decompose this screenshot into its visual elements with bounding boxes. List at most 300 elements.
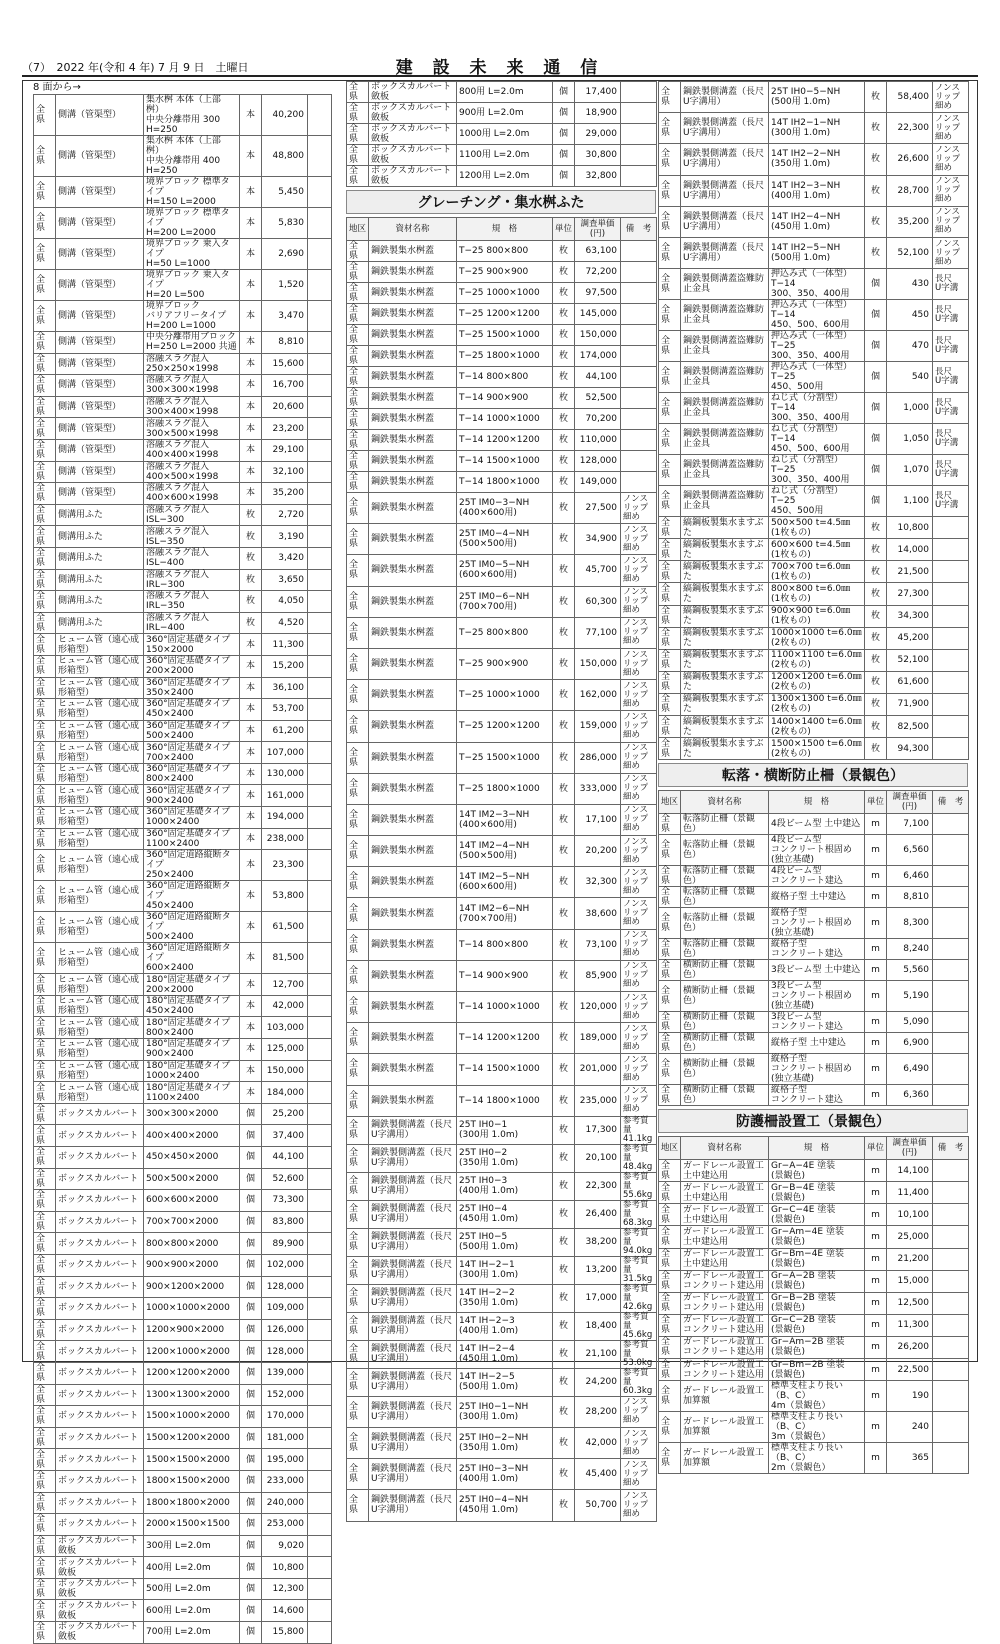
unit-cell: m [865,887,887,908]
unit-cell: 枚 [553,1340,575,1368]
note-cell: 参考質量 53.0kg [621,1340,657,1368]
spec-cell: T−14 800×800 [457,929,553,960]
area-cell: 全県 [34,1147,56,1169]
spec-cell: 360°固定道路縦断タイプ 500×2400 [144,912,240,943]
table-row [34,270,332,301]
name-cell: 鋼鉄製集水桝蓋 [369,346,457,367]
note-cell [621,346,657,367]
spec-cell: 溶融スラグ混入 300×400×1998 [144,396,240,418]
price-cell: 6,360 [887,1085,933,1106]
price-cell: 25,200 [262,1103,308,1125]
spec-cell: T−14 800×800 [457,367,553,388]
unit-cell: 枚 [553,1172,575,1200]
unit-cell: 本 [240,396,262,418]
area-cell: 全県 [659,1054,681,1085]
name-cell: ヒューム管（遠心成形箱型） [56,634,144,656]
spec-cell: 押込み式（一体型）T−14 450、500、600用 [769,300,865,331]
name-cell: 鋼鉄製集水桝蓋 [369,555,457,586]
name-cell: 鋼鉄製側溝蓋（長尺U字溝用） [369,1228,457,1256]
price-cell: 109,000 [262,1298,308,1320]
note-cell [308,1017,332,1039]
spec-cell: T−14 900×900 [457,960,553,991]
table-row [659,1033,969,1054]
unit-cell: 個 [865,393,887,424]
table-row [347,992,657,1023]
unit-cell: 枚 [553,1116,575,1144]
name-cell: ヒューム管（遠心成形箱型） [56,881,144,912]
spec-cell: 500×500 t=4.5㎜ (1枚もの) [769,517,865,539]
name-cell: ガードレール設置工 コンクリート建込用 [681,1336,769,1358]
note-cell: ノンス リップ 細め [933,82,969,113]
spec-cell: Gr−C−2B 塗装 (景観色) [769,1314,865,1336]
unit-cell: 枚 [553,241,575,262]
unit-cell: 本 [240,95,262,136]
price-cell: 45,400 [575,1459,621,1490]
note-cell [933,693,969,715]
price-cell: 10,800 [887,517,933,539]
unit-cell: 枚 [240,526,262,548]
unit-cell: 本 [240,1039,262,1061]
area-cell: 全県 [347,451,369,472]
name-cell: ボックスカルバート [56,1147,144,1169]
table-row [659,1085,969,1106]
unit-cell: m [865,1085,887,1106]
note-cell [308,332,332,354]
note-cell [933,1443,969,1474]
price-cell: 27,300 [887,583,933,605]
area-cell: 全県 [347,145,369,166]
name-cell: ボックスカルバート [56,1125,144,1147]
unit-cell: 本 [240,828,262,850]
column-header-spec: 規 格 [769,1137,865,1160]
column-header-spec: 規 格 [457,218,553,241]
spec-cell: 縦格子型 土中建込 [769,1033,865,1054]
spec-cell: 25T IH0−2−NH (350用 1.0m) [457,1427,553,1458]
name-cell: ヒューム管（遠心成形箱型） [56,655,144,677]
table-row [34,1319,332,1341]
table-row [347,145,657,166]
spec-cell: 1300×1300×2000 [144,1384,240,1406]
note-cell: 参考質量 55.6kg [621,1172,657,1200]
name-cell: ガードレール設置工 土中建込用 [681,1204,769,1226]
name-cell: 鋼鉄製集水桝蓋 [369,960,457,991]
note-cell [308,699,332,721]
area-cell: 全県 [347,1396,369,1427]
spec-cell: 溶融スラグ混入 250×250×1998 [144,353,240,375]
unit-cell: 個 [240,1125,262,1147]
table-row [347,742,657,773]
note-cell: ノンス リップ 細め [621,648,657,679]
area-cell: 全県 [347,898,369,929]
spec-cell: Gr−C−4E 塗装 (景観色) [769,1204,865,1226]
note-cell [933,539,969,561]
price-cell: 102,000 [262,1254,308,1276]
spec-cell: T−14 1500×1000 [457,1054,553,1085]
note-cell: ノンス リップ 細め [621,1085,657,1116]
table-row [659,1054,969,1085]
price-cell: 17,300 [575,1116,621,1144]
spec-cell: 14T IH−2−2 (350用 1.0m) [457,1284,553,1312]
name-cell: 鋼鉄製集水桝蓋 [369,262,457,283]
table-row [34,375,332,397]
spec-cell: 14T IH−2−1 (300用 1.0m) [457,1256,553,1284]
area-cell: 全県 [659,866,681,887]
unit-cell: 個 [240,1557,262,1579]
unit-cell: 本 [240,943,262,974]
price-cell: 17,000 [575,1284,621,1312]
price-cell: 240 [887,1412,933,1443]
price-cell: 58,400 [887,82,933,113]
unit-cell: m [865,1054,887,1085]
unit-cell: 枚 [553,867,575,898]
name-cell: 横断防止柵（景観色） [681,1033,769,1054]
note-cell [621,367,657,388]
note-cell: 長尺 U字溝 [933,362,969,393]
unit-cell: m [865,1033,887,1054]
name-cell: ヒューム管（遠心成形箱型） [56,912,144,943]
price-cell: 6,900 [887,1033,933,1054]
price-cell: 8,810 [887,887,933,908]
area-cell: 全県 [34,1384,56,1406]
price-table-2a [346,81,657,187]
unit-cell: 個 [240,1622,262,1644]
area-cell: 全県 [34,1319,56,1341]
unit-cell: 個 [240,1276,262,1298]
unit-cell: 枚 [553,451,575,472]
price-cell: 5,830 [262,208,308,239]
note-cell: ノンス リップ 細め [621,898,657,929]
area-cell: 全県 [34,591,56,613]
name-cell: 鋼鉄製側溝蓋（長尺U字溝用） [369,1256,457,1284]
area-cell: 全県 [34,547,56,569]
column-header-note: 備 考 [933,1137,969,1160]
spec-cell: 1100×1100 t=6.0㎜ (2枚もの) [769,649,865,671]
unit-cell: 本 [240,974,262,996]
table-row [659,517,969,539]
unit-cell: 個 [240,1168,262,1190]
spec-cell: T−25 900×900 [457,648,553,679]
name-cell: 鋼鉄製集水桝蓋 [369,680,457,711]
spec-cell: 360°固定基礎タイプ 350×2400 [144,677,240,699]
unit-cell: 枚 [553,388,575,409]
name-cell: 縞鋼板製集水ますぶた [681,517,769,539]
name-cell: 鋼鉄製側溝蓋盗難防止金具 [681,486,769,517]
spec-cell: 1200×1200×2000 [144,1362,240,1384]
price-cell: 63,100 [575,241,621,262]
table-row [34,332,332,354]
spec-cell: 700×700 t=6.0㎜ (1枚もの) [769,561,865,583]
table-row [659,1204,969,1226]
table-row [34,1039,332,1061]
area-cell: 全県 [34,943,56,974]
name-cell: ボックスカルバート [56,1276,144,1298]
note-cell [308,1039,332,1061]
table-row [659,939,969,960]
price-cell: 29,000 [575,124,621,145]
table-row [347,283,657,304]
note-cell [933,939,969,960]
spec-cell: T−25 1800×1000 [457,346,553,367]
area-cell: 全県 [34,177,56,208]
name-cell: 縞鋼板製集水ますぶた [681,605,769,627]
area-cell: 全県 [347,283,369,304]
note-cell: ノンス リップ 細め [933,144,969,175]
price-cell: 8,240 [887,939,933,960]
unit-cell: 枚 [553,1054,575,1085]
table-row [347,1054,657,1085]
table-row [347,711,657,742]
note-cell [308,375,332,397]
note-cell [308,612,332,634]
area-cell: 全県 [347,1228,369,1256]
table-row [659,424,969,455]
unit-cell: m [865,960,887,981]
price-cell: 126,000 [262,1319,308,1341]
table-row [347,1144,657,1172]
price-cell: 2,690 [262,239,308,270]
price-cell: 174,000 [575,346,621,367]
unit-cell: 本 [240,439,262,461]
table-row [34,439,332,461]
spec-cell: 縦格子型 コンクリート建込 [769,939,865,960]
table-row [659,206,969,237]
unit-cell: m [865,1204,887,1226]
price-cell: 3,190 [262,526,308,548]
unit-cell: 個 [240,1578,262,1600]
table-row [659,237,969,268]
area-cell: 全県 [659,887,681,908]
area-cell: 全県 [34,1060,56,1082]
note-cell: ノンス リップ 細め [621,992,657,1023]
spec-cell: 1300×1300 t=6.0㎜ (2枚もの) [769,693,865,715]
price-cell: 21,500 [887,561,933,583]
table-row [659,671,969,693]
table-row [347,1085,657,1116]
price-cell: 82,500 [887,715,933,737]
name-cell: ボックスカルバート [56,1362,144,1384]
spec-cell: 溶融スラグ混入 400×500×1998 [144,461,240,483]
name-cell: 鋼鉄製集水桝蓋 [369,648,457,679]
spec-cell: 180°固定基礎タイプ 1100×2400 [144,1082,240,1104]
column-header-name: 資材名称 [681,1137,769,1160]
area-cell: 全県 [659,517,681,539]
price-cell: 45,700 [575,555,621,586]
name-cell: 鋼鉄製側溝蓋（長尺U字溝用） [369,1116,457,1144]
name-cell: 鋼鉄製集水桝蓋 [369,493,457,524]
table-header-guard [659,1137,969,1160]
price-cell: 42,000 [575,1427,621,1458]
table-row [347,1172,657,1200]
area-cell: 全県 [34,974,56,996]
note-cell: ノンス リップ 細め [933,237,969,268]
area-cell: 全県 [347,1116,369,1144]
note-cell [308,881,332,912]
name-cell: 鋼鉄製集水桝蓋 [369,367,457,388]
table-row [34,1017,332,1039]
unit-cell: 枚 [553,804,575,835]
note-cell [308,418,332,440]
table-header-row [347,218,657,241]
note-cell [933,1160,969,1182]
unit-cell: 本 [240,136,262,177]
name-cell: 鋼鉄製集水桝蓋 [369,586,457,617]
area-cell: 全県 [34,1535,56,1557]
area-cell: 全県 [347,867,369,898]
name-cell: ヒューム管（遠心成形箱型） [56,1039,144,1061]
note-cell [308,1211,332,1233]
area-cell: 全県 [34,1017,56,1039]
unit-cell: 枚 [865,113,887,144]
name-cell: 鋼鉄製側溝蓋（長尺U字溝用） [369,1312,457,1340]
note-cell [308,547,332,569]
table-header-row [659,791,969,814]
area-cell: 全県 [34,1211,56,1233]
price-cell: 52,500 [575,388,621,409]
name-cell: ヒューム管（遠心成形箱型） [56,974,144,996]
name-cell: ボックスカルバート [56,1384,144,1406]
name-cell: 側溝（管渠型） [56,136,144,177]
table-row [34,1449,332,1471]
area-cell: 全県 [34,699,56,721]
note-cell: ノンス リップ 細め [621,960,657,991]
spec-cell: T−25 1200×1200 [457,304,553,325]
unit-cell: 枚 [553,472,575,493]
table-row [347,524,657,555]
note-cell [933,583,969,605]
note-cell [933,738,969,760]
name-cell: 鋼鉄製集水桝蓋 [369,867,457,898]
note-cell: 参考質量 45.6kg [621,1312,657,1340]
unit-cell: m [865,1412,887,1443]
note-cell: ノンス リップ 細め [933,113,969,144]
price-cell: 5,090 [887,1012,933,1033]
unit-cell: 枚 [553,960,575,991]
spec-cell: 14T IH−2−4 (450用 1.0m) [457,1340,553,1368]
unit-cell: 枚 [553,1085,575,1116]
table-row [347,680,657,711]
table-header-fence [659,791,969,814]
unit-cell: 枚 [865,175,887,206]
price-cell: 32,800 [575,166,621,187]
spec-cell: 4段ビーム型 コンクリート根固め (独立基礎) [769,835,865,866]
name-cell: ボックスカルバート [56,1492,144,1514]
spec-cell: 14T IH−2−3 (400用 1.0m) [457,1312,553,1340]
price-cell: 16,700 [262,375,308,397]
note-cell [308,1535,332,1557]
table-row [659,960,969,981]
price-cell: 5,450 [262,177,308,208]
name-cell: 鋼鉄製集水桝蓋 [369,617,457,648]
unit-cell: 本 [240,912,262,943]
unit-cell: 本 [240,177,262,208]
unit-cell: 本 [240,720,262,742]
unit-cell: 枚 [865,539,887,561]
table-header-grating [347,218,657,241]
unit-cell: 枚 [553,367,575,388]
price-cell: 70,200 [575,409,621,430]
price-cell: 9,020 [262,1535,308,1557]
unit-cell: 個 [240,1514,262,1536]
unit-cell: 本 [240,208,262,239]
note-cell: ノンス リップ 細め [621,1054,657,1085]
area-cell: 全県 [659,981,681,1012]
price-cell: 1,520 [262,270,308,301]
unit-cell: 個 [240,1427,262,1449]
spec-cell: 360°固定基礎タイプ 1000×2400 [144,807,240,829]
name-cell: ヒューム管（遠心成形箱型） [56,807,144,829]
table-row [659,1160,969,1182]
note-cell [933,814,969,835]
note-cell [308,1492,332,1514]
price-cell: 8,300 [887,908,933,939]
spec-cell: 400用 L=2.0m [144,1557,240,1579]
table-row [34,1578,332,1600]
note-cell [933,908,969,939]
unit-cell: 枚 [553,325,575,346]
price-cell: 11,300 [887,1314,933,1336]
area-cell: 全県 [659,671,681,693]
name-cell: ボックスカルバート斂板 [56,1557,144,1579]
unit-cell: 枚 [553,262,575,283]
area-cell: 全県 [659,175,681,206]
table-row [34,239,332,270]
spec-cell: 800用 L=2.0m [457,82,553,103]
price-cell: 12,700 [262,974,308,996]
price-cell: 110,000 [575,430,621,451]
area-cell: 全県 [34,1492,56,1514]
note-cell: 参考質量 94.0kg [621,1228,657,1256]
table-row [659,1182,969,1204]
price-cell: 12,300 [262,1578,308,1600]
spec-cell: 縦格子型 土中建込 [769,887,865,908]
price-cell: 184,000 [262,1082,308,1104]
unit-cell: m [865,1182,887,1204]
unit-cell: m [865,908,887,939]
price-cell: 128,000 [575,451,621,472]
table-row [659,113,969,144]
price-cell: 22,300 [887,113,933,144]
area-cell: 全県 [34,1470,56,1492]
table-row [34,1103,332,1125]
table-row [347,1490,657,1521]
table-row [34,655,332,677]
spec-cell: Gr−B−2B 塗装 (景観色) [769,1292,865,1314]
note-cell [621,241,657,262]
spec-cell: 360°固定道路縦断タイプ 600×2400 [144,943,240,974]
spec-cell: 900用 L=2.0m [457,103,553,124]
table-row [34,301,332,332]
note-cell: 長尺 U字溝 [933,331,969,362]
note-cell [308,1125,332,1147]
price-cell: 13,200 [575,1256,621,1284]
price-cell: 470 [887,331,933,362]
name-cell: ガードレール設置工 コンクリート建込用 [681,1270,769,1292]
spec-cell: 境界ブロック バリアフリータイプ H=200 L=1000 [144,301,240,332]
note-cell [933,1204,969,1226]
area-cell: 全県 [34,375,56,397]
area-cell: 全県 [347,472,369,493]
name-cell: 側溝（管渠型） [56,439,144,461]
area-cell: 全県 [659,424,681,455]
note-cell [308,1600,332,1622]
price-cell: 6,560 [887,835,933,866]
name-cell: ガードレール設置工 加算額 [681,1381,769,1412]
name-cell: 鋼鉄製側溝蓋（長尺U字溝用） [681,175,769,206]
spec-cell: T−25 900×900 [457,262,553,283]
spec-cell: 押込み式（一体型）T−25 300、350、400用 [769,331,865,362]
unit-cell: 枚 [553,524,575,555]
note-cell: ノンス リップ 細め [621,617,657,648]
